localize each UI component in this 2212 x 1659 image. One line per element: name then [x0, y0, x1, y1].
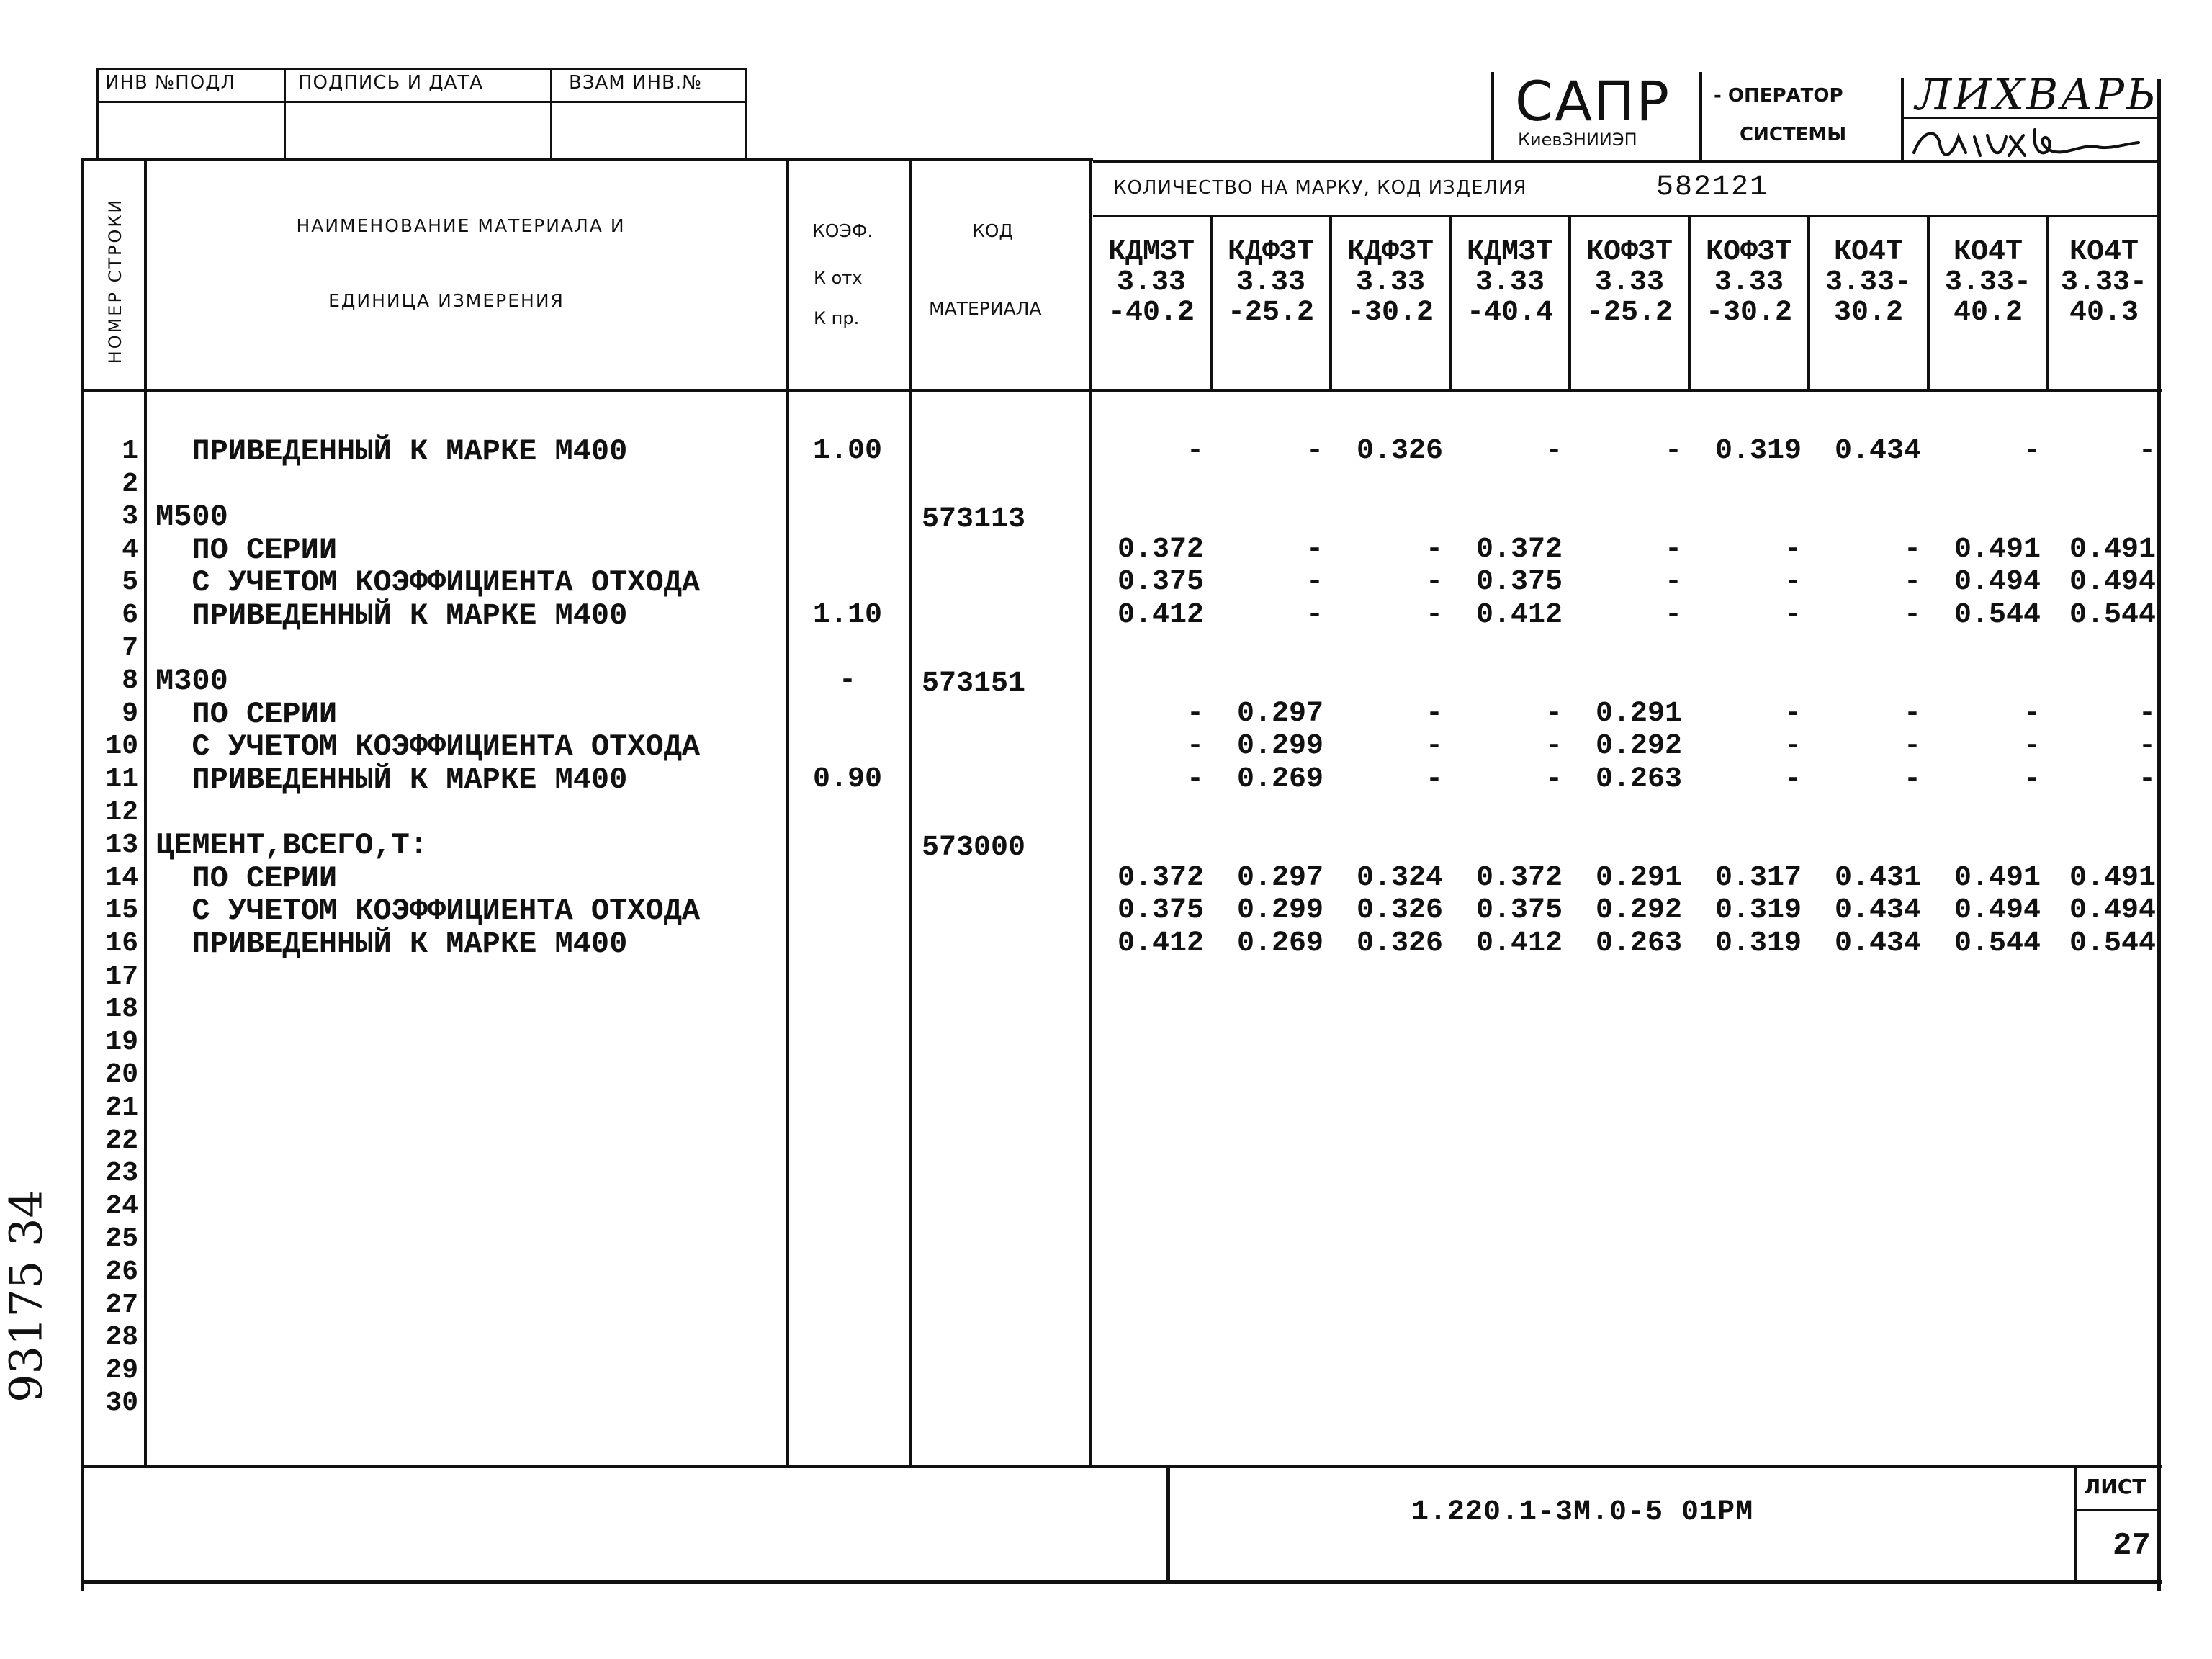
- quantity-cell: -: [2138, 730, 2156, 763]
- quantity-cell: -: [1305, 599, 1323, 631]
- row-number: 1: [122, 436, 138, 467]
- quantity-cell: 0.319: [1714, 435, 1802, 467]
- quantity-cell: -: [1186, 435, 1204, 467]
- mark-series: 3.33: [1116, 266, 1186, 299]
- quantity-cell: 0.412: [1117, 927, 1204, 960]
- quantity-cell: 0.544: [1954, 927, 2041, 960]
- row-number: 5: [122, 567, 138, 598]
- quantity-cell: 0.494: [2069, 566, 2156, 599]
- quantity-cell: 0.292: [1595, 894, 1682, 927]
- row-number: 26: [105, 1256, 138, 1287]
- quantity-cell: 0.494: [1954, 566, 2041, 599]
- coef-value: -: [838, 665, 856, 698]
- organization-name: КиевЗНИИЭП: [1518, 130, 1637, 150]
- quantity-cell: -: [1784, 697, 1802, 730]
- quantity-cell: -: [1186, 763, 1204, 796]
- quantity-cell: 0.326: [1356, 435, 1443, 467]
- quantity-cell: 0.269: [1236, 927, 1323, 960]
- quantity-cell: 0.292: [1595, 730, 1682, 763]
- quantity-cell: -: [2023, 763, 2041, 796]
- coef-header-line1: КОЭФ.: [812, 220, 873, 241]
- material-code: 573151: [922, 667, 1026, 701]
- row-number-header: НОМЕР СТРОКИ: [105, 197, 125, 364]
- material-label: ПРИВЕДЕННЫЙ К МАРКЕ М400: [156, 434, 628, 469]
- row-number: 28: [105, 1322, 138, 1354]
- mark-name: КО4Т: [1833, 236, 1903, 269]
- row-number: 22: [105, 1125, 138, 1156]
- quantity-cell: 0.263: [1595, 927, 1682, 960]
- row-number: 11: [105, 764, 138, 795]
- quantity-cell: -: [1305, 566, 1323, 599]
- mark-suffix: 40.3: [2069, 297, 2139, 329]
- coef-value: 0.90: [812, 763, 882, 796]
- mark-name: КОФЗТ: [1586, 236, 1673, 269]
- product-code: 582121: [1656, 171, 1769, 204]
- material-label: ПО СЕРИИ: [156, 860, 338, 896]
- row-number: 24: [105, 1190, 138, 1222]
- row-number: 14: [105, 862, 138, 894]
- material-label: М500: [156, 500, 228, 535]
- mark-series: 3.33-: [1825, 266, 1912, 299]
- quantity-cell: -: [1305, 533, 1323, 566]
- quantity-cell: -: [1425, 599, 1443, 631]
- mark-series: 3.33: [1355, 266, 1425, 299]
- stamp-sign-label: ПОДПИСЬ И ДАТА: [298, 72, 484, 94]
- quantity-cell: -: [1425, 730, 1443, 763]
- quantity-cell: -: [1664, 533, 1682, 566]
- quantity-cell: 0.372: [1117, 861, 1204, 894]
- quantity-cell: 0.375: [1475, 894, 1563, 927]
- quantity-cell: 0.434: [1834, 435, 1921, 467]
- row-number: 18: [105, 994, 138, 1025]
- row-number: 23: [105, 1158, 138, 1190]
- code-header-line1: КОД: [972, 220, 1013, 241]
- quantity-cell: 0.299: [1236, 894, 1323, 927]
- row-number: 19: [105, 1026, 138, 1058]
- material-label: С УЧЕТОМ КОЭФФИЦИЕНТА ОТХОДА: [156, 894, 701, 929]
- quantity-cell: 0.412: [1475, 599, 1563, 631]
- row-number: 17: [105, 961, 138, 992]
- mark-suffix: -30.2: [1346, 297, 1434, 329]
- operator-signature: [1908, 115, 2146, 166]
- mark-column-header: [1092, 238, 1211, 328]
- quantity-cell: 0.434: [1834, 894, 1921, 927]
- material-code: 573000: [922, 832, 1026, 865]
- quantity-cell: 0.375: [1117, 894, 1204, 927]
- quantity-cell: -: [1545, 730, 1563, 763]
- quantity-cell: 0.263: [1595, 763, 1682, 796]
- row-number: 15: [105, 895, 138, 927]
- quantity-cell: 0.431: [1834, 861, 1921, 894]
- operator-label: - ОПЕРАТОР: [1714, 85, 1843, 107]
- sheet-number: 27: [2113, 1528, 2151, 1564]
- material-header-line2: ЕДИНИЦА ИЗМЕРЕНИЯ: [328, 290, 565, 311]
- mark-name: КО4Т: [1953, 236, 2023, 269]
- quantity-cell: -: [1425, 566, 1443, 599]
- mark-suffix: -25.2: [1586, 297, 1673, 329]
- quantity-cell: -: [1784, 533, 1802, 566]
- quantity-cell: 0.317: [1714, 861, 1802, 894]
- quantity-cell: 0.326: [1356, 894, 1443, 927]
- quantity-cell: 0.291: [1595, 861, 1682, 894]
- quantity-cell: 0.375: [1475, 566, 1563, 599]
- mark-name: КО4Т: [2069, 236, 2139, 269]
- coef-header-line2: К отх: [814, 268, 863, 288]
- row-number: 27: [105, 1289, 138, 1321]
- quantity-cell: -: [1784, 730, 1802, 763]
- row-number: 2: [122, 468, 138, 500]
- quantity-cell: 0.412: [1475, 927, 1563, 960]
- mark-column-header: [1331, 238, 1450, 328]
- mark-name: КДМЗТ: [1107, 236, 1195, 269]
- quantity-cell: -: [1903, 730, 1921, 763]
- mark-suffix: -40.2: [1107, 297, 1195, 329]
- row-number: 10: [105, 731, 138, 763]
- quantity-cell: 0.434: [1834, 927, 1921, 960]
- quantity-cell: -: [1784, 599, 1802, 631]
- mark-name: КДМЗТ: [1466, 236, 1554, 269]
- quantity-cell: -: [1186, 730, 1204, 763]
- quantity-cell: -: [1664, 435, 1682, 467]
- mark-name: КДФЗТ: [1227, 236, 1315, 269]
- mark-series: 3.33: [1594, 266, 1664, 299]
- sheet-label: ЛИСТ: [2084, 1475, 2146, 1498]
- quantity-cell: 0.319: [1714, 927, 1802, 960]
- row-number: 30: [105, 1388, 138, 1419]
- quantity-cell: -: [2023, 435, 2041, 467]
- quantity-cell: 0.326: [1356, 927, 1443, 960]
- quantity-cell: 0.491: [2069, 533, 2156, 566]
- quantity-cell: -: [1186, 697, 1204, 730]
- quantity-cell: -: [1545, 763, 1563, 796]
- quantity-cell: -: [1545, 435, 1563, 467]
- quantity-cell: -: [1903, 763, 1921, 796]
- row-number: 29: [105, 1354, 138, 1386]
- mark-suffix: -40.4: [1466, 297, 1554, 329]
- quantity-cell: -: [1425, 697, 1443, 730]
- coef-header-line3: К пр.: [814, 308, 860, 328]
- material-label: С УЧЕТОМ КОЭФФИЦИЕНТА ОТХОДА: [156, 729, 701, 765]
- row-number: 3: [122, 501, 138, 533]
- mark-name: КОФЗТ: [1705, 236, 1793, 269]
- quantity-cell: -: [1664, 599, 1682, 631]
- system-title: САПР: [1515, 69, 1671, 133]
- mark-suffix: 30.2: [1833, 297, 1903, 329]
- quantity-cell: 0.491: [2069, 861, 2156, 894]
- quantity-cell: 0.412: [1117, 599, 1204, 631]
- material-header-line1: НАИМЕНОВАНИЕ МАТЕРИАЛА И: [296, 215, 626, 236]
- mark-series: 3.33-: [1944, 266, 2032, 299]
- quantity-cell: -: [2138, 435, 2156, 467]
- quantity-cell: 0.324: [1356, 861, 1443, 894]
- mark-column-header: [1211, 238, 1331, 328]
- quantity-header: КОЛИЧЕСТВО НА МАРКУ, КОД ИЗДЕЛИЯ: [1113, 177, 1527, 199]
- quantity-cell: -: [1903, 599, 1921, 631]
- mark-suffix: 40.2: [1953, 297, 2023, 329]
- row-number: 7: [122, 632, 138, 664]
- quantity-cell: 0.491: [1954, 861, 2041, 894]
- quantity-cell: 0.544: [2069, 927, 2156, 960]
- quantity-cell: 0.372: [1117, 533, 1204, 566]
- mark-series: 3.33: [1475, 266, 1545, 299]
- mark-series: 3.33: [1714, 266, 1784, 299]
- material-label: С УЧЕТОМ КОЭФФИЦИЕНТА ОТХОДА: [156, 565, 701, 601]
- row-number: 4: [122, 534, 138, 565]
- quantity-cell: 0.544: [1954, 599, 2041, 631]
- quantity-cell: -: [2138, 697, 2156, 730]
- quantity-cell: -: [1903, 697, 1921, 730]
- quantity-cell: 0.375: [1117, 566, 1204, 599]
- quantity-cell: -: [1425, 533, 1443, 566]
- quantity-cell: 0.544: [2069, 599, 2156, 631]
- system-label: СИСТЕМЫ: [1740, 124, 1847, 145]
- mark-column-header: [1450, 238, 1570, 328]
- row-number: 8: [122, 665, 138, 697]
- material-label: ПО СЕРИИ: [156, 696, 338, 732]
- stamp-inv-label: ИНВ №ПОДЛ: [105, 72, 236, 94]
- margin-note: 93175 34: [0, 1190, 53, 1403]
- material-label: ПРИВЕДЕННЫЙ К МАРКЕ М400: [156, 598, 628, 633]
- quantity-cell: 0.319: [1714, 894, 1802, 927]
- quantity-cell: -: [1903, 566, 1921, 599]
- quantity-cell: 0.291: [1595, 697, 1682, 730]
- mark-column-header: [1689, 238, 1809, 328]
- operator-name: ЛИХВАРЬ: [1915, 70, 2158, 120]
- quantity-cell: 0.494: [2069, 894, 2156, 927]
- mark-series: 3.33: [1236, 266, 1305, 299]
- quantity-cell: 0.372: [1475, 533, 1563, 566]
- quantity-cell: 0.269: [1236, 763, 1323, 796]
- mark-name: КДФЗТ: [1346, 236, 1434, 269]
- row-number: 9: [122, 698, 138, 729]
- quantity-cell: 0.372: [1475, 861, 1563, 894]
- mark-column-header: [2048, 238, 2160, 328]
- material-label: ПРИВЕДЕННЫЙ К МАРКЕ М400: [156, 927, 628, 961]
- quantity-cell: -: [2138, 763, 2156, 796]
- quantity-cell: 0.494: [1954, 894, 2041, 927]
- row-number: 16: [105, 928, 138, 959]
- quantity-cell: -: [1664, 566, 1682, 599]
- mark-series: 3.33-: [2060, 266, 2148, 299]
- row-number: 20: [105, 1059, 138, 1091]
- row-number: 25: [105, 1223, 138, 1255]
- material-code: 573113: [922, 503, 1026, 536]
- document-code: 1.220.1-3М.0-5 01РМ: [1411, 1496, 1754, 1529]
- quantity-cell: -: [2023, 697, 2041, 730]
- row-number: 21: [105, 1092, 138, 1123]
- row-number: 6: [122, 600, 138, 631]
- material-label: М300: [156, 664, 228, 699]
- quantity-cell: 0.297: [1236, 861, 1323, 894]
- material-label: ПО СЕРИИ: [156, 532, 338, 567]
- quantity-cell: -: [1425, 763, 1443, 796]
- quantity-cell: -: [1784, 763, 1802, 796]
- material-label: ПРИВЕДЕННЫЙ К МАРКЕ М400: [156, 763, 628, 797]
- stamp-vzam-label: ВЗАМ ИНВ.№: [569, 72, 703, 94]
- code-header-line2: МАТЕРИАЛА: [929, 298, 1042, 319]
- quantity-cell: -: [1305, 435, 1323, 467]
- row-number: 12: [105, 796, 138, 828]
- mark-column-header: [1928, 238, 2048, 328]
- coef-value: 1.00: [812, 435, 882, 467]
- row-number: 13: [105, 830, 138, 861]
- mark-suffix: -30.2: [1705, 297, 1793, 329]
- material-label: ЦЕМЕНТ,ВСЕГО,Т:: [156, 828, 428, 863]
- mark-column-header: [1570, 238, 1689, 328]
- quantity-cell: -: [1784, 566, 1802, 599]
- quantity-cell: 0.491: [1954, 533, 2041, 566]
- mark-suffix: -25.2: [1227, 297, 1315, 329]
- quantity-cell: -: [1903, 533, 1921, 566]
- quantity-cell: -: [1545, 697, 1563, 730]
- quantity-cell: -: [2023, 730, 2041, 763]
- coef-value: 1.10: [812, 599, 882, 631]
- quantity-cell: 0.299: [1236, 730, 1323, 763]
- quantity-cell: 0.297: [1236, 697, 1323, 730]
- mark-column-header: [1809, 238, 1928, 328]
